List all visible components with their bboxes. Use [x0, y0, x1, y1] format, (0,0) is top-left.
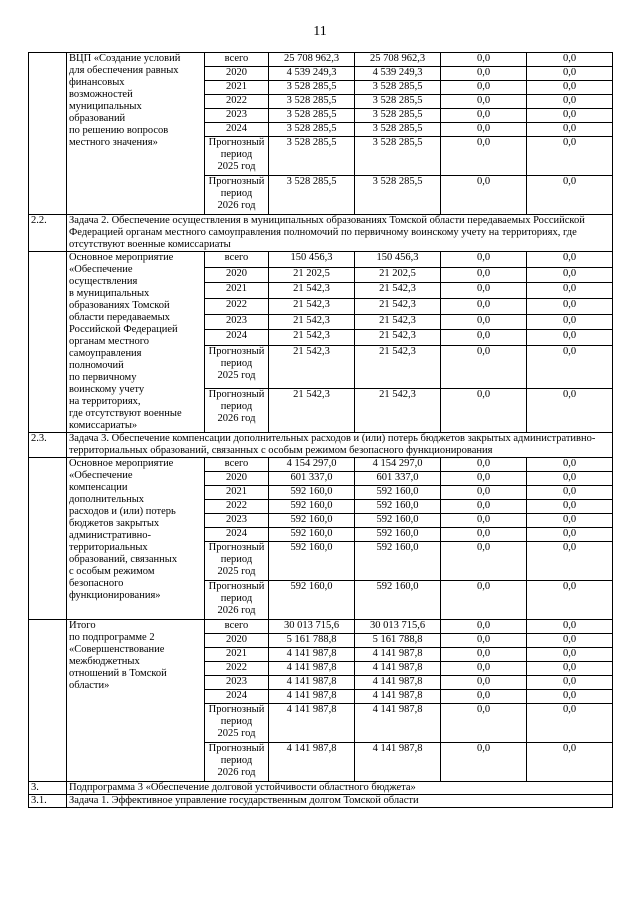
amount-cell-1: 21 542,3: [269, 298, 355, 314]
period-label: 2021: [205, 486, 269, 500]
amount-cell-1: 21 542,3: [269, 345, 355, 389]
amount-cell-1: 3 528 285,5: [269, 109, 355, 123]
amount-cell-4: 0,0: [527, 662, 613, 676]
amount-cell-1: 4 141 987,8: [269, 704, 355, 743]
amount-cell-1: 3 528 285,5: [269, 176, 355, 215]
period-label: 2024: [205, 528, 269, 542]
amount-cell-3: 0,0: [441, 500, 527, 514]
amount-cell-2: 4 539 249,3: [355, 67, 441, 81]
amount-cell-2: 3 528 285,5: [355, 137, 441, 176]
measure-name: ВЦП «Создание условий для обеспечения равных финансовых возможностей муниципальных образований по решению вопросов местного значения»: [67, 53, 205, 215]
amount-cell-1: 5 161 788,8: [269, 634, 355, 648]
amount-cell-1: 4 141 987,8: [269, 676, 355, 690]
amount-cell-1: 30 013 715,6: [269, 620, 355, 634]
amount-cell-3: 0,0: [441, 345, 527, 389]
amount-cell-2: 21 542,3: [355, 314, 441, 330]
amount-cell-3: 0,0: [441, 53, 527, 67]
task-row: [29, 433, 613, 458]
amount-cell-3: 0,0: [441, 662, 527, 676]
amount-cell-1: 592 160,0: [269, 542, 355, 581]
period-label: всего: [205, 458, 269, 472]
amount-cell-1: 21 542,3: [269, 283, 355, 299]
amount-cell-1: 4 141 987,8: [269, 743, 355, 782]
amount-cell-1: 3 528 285,5: [269, 137, 355, 176]
amount-cell-1: 21 542,3: [269, 314, 355, 330]
period-label: 2022: [205, 662, 269, 676]
amount-cell-3: 0,0: [441, 514, 527, 528]
amount-cell-2: 3 528 285,5: [355, 109, 441, 123]
amount-cell-4: 0,0: [527, 267, 613, 283]
period-label: Прогнозный период 2026 год: [205, 176, 269, 215]
amount-cell-3: 0,0: [441, 676, 527, 690]
amount-cell-3: 0,0: [441, 528, 527, 542]
amount-cell-3: 0,0: [441, 176, 527, 215]
task-number: 2.2.: [29, 215, 67, 252]
amount-cell-2: 4 141 987,8: [355, 704, 441, 743]
amount-cell-2: 3 528 285,5: [355, 81, 441, 95]
amount-cell-1: 592 160,0: [269, 500, 355, 514]
amount-cell-3: 0,0: [441, 252, 527, 268]
task-number: 2.3.: [29, 433, 67, 458]
amount-cell-3: 0,0: [441, 634, 527, 648]
amount-cell-4: 0,0: [527, 743, 613, 782]
period-label: 2023: [205, 514, 269, 528]
task-text: Задача 1. Эффективное управление государственным долгом Томской области: [67, 795, 613, 808]
period-label: 2020: [205, 472, 269, 486]
amount-cell-3: 0,0: [441, 283, 527, 299]
period-label: 2020: [205, 67, 269, 81]
period-label: Прогнозный период 2025 год: [205, 704, 269, 743]
amount-cell-4: 0,0: [527, 298, 613, 314]
amount-cell-3: 0,0: [441, 267, 527, 283]
amount-cell-1: 592 160,0: [269, 514, 355, 528]
amount-cell-1: 592 160,0: [269, 528, 355, 542]
period-label: 2022: [205, 95, 269, 109]
task-row: [29, 215, 613, 252]
table-row: [29, 252, 613, 268]
amount-cell-1: 4 154 297,0: [269, 458, 355, 472]
amount-cell-3: 0,0: [441, 123, 527, 137]
amount-cell-4: 0,0: [527, 472, 613, 486]
amount-cell-4: 0,0: [527, 53, 613, 67]
task-text: Подпрограмма 3 «Обеспечение долговой устойчивости областного бюджета»: [67, 782, 613, 795]
amount-cell-1: 601 337,0: [269, 472, 355, 486]
period-label: 2021: [205, 81, 269, 95]
amount-cell-3: 0,0: [441, 109, 527, 123]
task-number: 3.: [29, 782, 67, 795]
row-number-cell: [29, 458, 67, 620]
task-text: Задача 2. Обеспечение осуществления в муниципальных образованиях Томской области передаваемых Российской Федерацией органам местного самоуправления полномочий по первичному воинскому учету на территориях, где отсутствуют военные комиссариаты: [67, 215, 613, 252]
period-label: Прогнозный период 2026 год: [205, 581, 269, 620]
amount-cell-4: 0,0: [527, 137, 613, 176]
table-row: [29, 458, 613, 472]
amount-cell-3: 0,0: [441, 542, 527, 581]
amount-cell-3: 0,0: [441, 81, 527, 95]
amount-cell-3: 0,0: [441, 620, 527, 634]
amount-cell-2: 4 141 987,8: [355, 648, 441, 662]
amount-cell-2: 21 542,3: [355, 345, 441, 389]
amount-cell-1: 150 456,3: [269, 252, 355, 268]
amount-cell-3: 0,0: [441, 743, 527, 782]
amount-cell-4: 0,0: [527, 620, 613, 634]
amount-cell-4: 0,0: [527, 676, 613, 690]
period-label: 2022: [205, 500, 269, 514]
period-label: 2023: [205, 676, 269, 690]
period-label: Прогнозный период 2026 год: [205, 389, 269, 433]
amount-cell-2: 21 542,3: [355, 330, 441, 346]
amount-cell-1: 4 141 987,8: [269, 648, 355, 662]
task-number: 3.1.: [29, 795, 67, 808]
amount-cell-3: 0,0: [441, 314, 527, 330]
period-label: всего: [205, 620, 269, 634]
amount-cell-4: 0,0: [527, 581, 613, 620]
period-label: 2024: [205, 330, 269, 346]
amount-cell-3: 0,0: [441, 486, 527, 500]
amount-cell-2: 21 542,3: [355, 389, 441, 433]
amount-cell-2: 5 161 788,8: [355, 634, 441, 648]
amount-cell-2: 4 141 987,8: [355, 676, 441, 690]
period-label: Прогнозный период 2025 год: [205, 542, 269, 581]
amount-cell-1: 3 528 285,5: [269, 123, 355, 137]
amount-cell-3: 0,0: [441, 458, 527, 472]
amount-cell-1: 4 141 987,8: [269, 690, 355, 704]
amount-cell-4: 0,0: [527, 95, 613, 109]
amount-cell-4: 0,0: [527, 648, 613, 662]
amount-cell-2: 3 528 285,5: [355, 123, 441, 137]
amount-cell-1: 25 708 962,3: [269, 53, 355, 67]
amount-cell-3: 0,0: [441, 330, 527, 346]
amount-cell-2: 21 202,5: [355, 267, 441, 283]
amount-cell-3: 0,0: [441, 690, 527, 704]
period-label: Прогнозный период 2025 год: [205, 345, 269, 389]
amount-cell-1: 3 528 285,5: [269, 81, 355, 95]
amount-cell-4: 0,0: [527, 176, 613, 215]
period-label: всего: [205, 53, 269, 67]
amount-cell-3: 0,0: [441, 298, 527, 314]
amount-cell-4: 0,0: [527, 123, 613, 137]
amount-cell-1: 3 528 285,5: [269, 95, 355, 109]
table-row: [29, 53, 613, 67]
amount-cell-2: 25 708 962,3: [355, 53, 441, 67]
amount-cell-4: 0,0: [527, 81, 613, 95]
period-label: 2022: [205, 298, 269, 314]
amount-cell-3: 0,0: [441, 137, 527, 176]
period-label: Прогнозный период 2025 год: [205, 137, 269, 176]
amount-cell-3: 0,0: [441, 67, 527, 81]
amount-cell-3: 0,0: [441, 648, 527, 662]
amount-cell-4: 0,0: [527, 109, 613, 123]
amount-cell-1: 21 542,3: [269, 389, 355, 433]
amount-cell-2: 592 160,0: [355, 528, 441, 542]
amount-cell-3: 0,0: [441, 704, 527, 743]
amount-cell-4: 0,0: [527, 330, 613, 346]
amount-cell-2: 4 141 987,8: [355, 743, 441, 782]
amount-cell-4: 0,0: [527, 345, 613, 389]
amount-cell-3: 0,0: [441, 581, 527, 620]
amount-cell-4: 0,0: [527, 67, 613, 81]
row-number-cell: [29, 53, 67, 215]
amount-cell-3: 0,0: [441, 95, 527, 109]
amount-cell-4: 0,0: [527, 252, 613, 268]
amount-cell-3: 0,0: [441, 472, 527, 486]
amount-cell-2: 30 013 715,6: [355, 620, 441, 634]
period-label: 2020: [205, 634, 269, 648]
row-number-cell: [29, 252, 67, 433]
page-number: 11: [313, 24, 327, 39]
amount-cell-1: 592 160,0: [269, 486, 355, 500]
amount-cell-2: 3 528 285,5: [355, 95, 441, 109]
amount-cell-3: 0,0: [441, 389, 527, 433]
amount-cell-2: 592 160,0: [355, 514, 441, 528]
amount-cell-4: 0,0: [527, 528, 613, 542]
amount-cell-4: 0,0: [527, 314, 613, 330]
amount-cell-1: 21 542,3: [269, 330, 355, 346]
task-row: [29, 795, 613, 808]
amount-cell-1: 592 160,0: [269, 581, 355, 620]
period-label: всего: [205, 252, 269, 268]
amount-cell-2: 592 160,0: [355, 486, 441, 500]
period-label: 2021: [205, 283, 269, 299]
period-label: 2020: [205, 267, 269, 283]
measure-name: Основное мероприятие «Обеспечение осуществления в муниципальных образованиях Томской области передаваемых Российской Федерацией органам местного самоуправления полномочий по первичному воинскому учету на территориях, где отсутствуют военные комиссариаты»: [67, 252, 205, 433]
task-text: Задача 3. Обеспечение компенсации дополнительных расходов и (или) потерь бюджетов закрытых административно-территориальных образований, связанных с особым режимом безопасного функционирования: [67, 433, 613, 458]
table-row: [29, 620, 613, 634]
amount-cell-4: 0,0: [527, 500, 613, 514]
amount-cell-1: 21 202,5: [269, 267, 355, 283]
amount-cell-2: 21 542,3: [355, 298, 441, 314]
amount-cell-4: 0,0: [527, 690, 613, 704]
period-label: 2023: [205, 314, 269, 330]
period-label: 2023: [205, 109, 269, 123]
period-label: 2024: [205, 123, 269, 137]
task-row: [29, 782, 613, 795]
amount-cell-4: 0,0: [527, 389, 613, 433]
amount-cell-2: 592 160,0: [355, 500, 441, 514]
amount-cell-2: 21 542,3: [355, 283, 441, 299]
amount-cell-2: 4 141 987,8: [355, 662, 441, 676]
row-number-cell: [29, 620, 67, 782]
period-label: 2024: [205, 690, 269, 704]
amount-cell-4: 0,0: [527, 704, 613, 743]
budget-table: [28, 52, 613, 808]
measure-name: Итого по подпрограмме 2 «Совершенствование межбюджетных отношений в Томской области»: [67, 620, 205, 782]
amount-cell-2: 3 528 285,5: [355, 176, 441, 215]
amount-cell-2: 601 337,0: [355, 472, 441, 486]
amount-cell-4: 0,0: [527, 283, 613, 299]
amount-cell-1: 4 539 249,3: [269, 67, 355, 81]
amount-cell-2: 4 154 297,0: [355, 458, 441, 472]
amount-cell-2: 592 160,0: [355, 542, 441, 581]
amount-cell-4: 0,0: [527, 542, 613, 581]
period-label: Прогнозный период 2026 год: [205, 743, 269, 782]
amount-cell-2: 592 160,0: [355, 581, 441, 620]
amount-cell-1: 4 141 987,8: [269, 662, 355, 676]
amount-cell-4: 0,0: [527, 486, 613, 500]
amount-cell-4: 0,0: [527, 634, 613, 648]
period-label: 2021: [205, 648, 269, 662]
measure-name: Основное мероприятие «Обеспечение компенсации дополнительных расходов и (или) потерь бюджетов закрытых административно- территориальных образований, связанных с особым режимом безопасного функционирования»: [67, 458, 205, 620]
amount-cell-2: 4 141 987,8: [355, 690, 441, 704]
amount-cell-4: 0,0: [527, 458, 613, 472]
amount-cell-2: 150 456,3: [355, 252, 441, 268]
amount-cell-4: 0,0: [527, 514, 613, 528]
